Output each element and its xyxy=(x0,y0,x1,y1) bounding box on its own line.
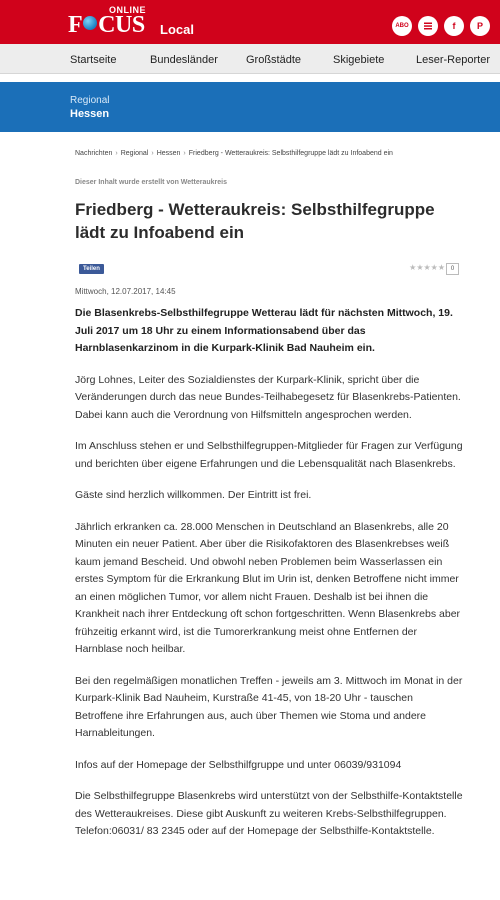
article-paragraph: Bei den regelmäßigen monatlichen Treffen - jeweils am 3. Mittwoch im Monat in der Kurpark-Klinik Bad Nauheim, Kurstraße 41-45, von 18-20 Uhr - tauschen Betroffene ihre Erfahrungen aus, auch über Themen wie Stoma und andere Harnableitungen. xyxy=(75,674,463,739)
chevron-right-icon: › xyxy=(115,150,118,157)
chevron-right-icon: › xyxy=(183,150,186,157)
article-paragraph: Im Anschluss stehen er und Selbsthilfegruppen-Mitglieder für Fragen zur Verfügung und berichten über eigene Erfahrungen und die Lebensqualität nach Blasenkrebs. xyxy=(75,440,463,470)
article xyxy=(75,150,463,841)
globe-icon xyxy=(83,16,97,30)
region-title[interactable]: Hessen xyxy=(70,108,110,120)
focus-online-logo[interactable] xyxy=(68,5,146,38)
article-paragraph: Infos auf der Homepage der Selbsthilfgruppe und unter 06039/931094 xyxy=(75,758,402,771)
breadcrumb-item-current: Friedberg - Wetteraukreis: Selbsthilfegruppe lädt zu Infoabend ein xyxy=(188,150,393,157)
publish-date: Mittwoch, 12.07.2017, 14:45 xyxy=(75,287,176,296)
logo-focus-text xyxy=(68,12,145,38)
regional-banner xyxy=(0,82,500,132)
pinterest-icon[interactable]: P xyxy=(470,16,490,36)
facebook-icon[interactable]: f xyxy=(444,16,464,36)
section-label-local[interactable]: Local xyxy=(160,22,194,37)
nav-item-bundeslaender[interactable]: Bundesländer xyxy=(150,54,218,66)
article-paragraph: Gäste sind herzlich willkommen. Der Eintritt ist frei. xyxy=(75,489,312,501)
article-paragraph: Jörg Lohnes, Leiter des Sozialdienstes der Kurpark-Klinik, spricht über die Veränderungen durch das neue Bundes-Teilhabegesetz für Blasenkrebs-Patienten. Dabei kann auch die Verordnung von Hilfsmitteln angesprochen werden. xyxy=(75,373,461,421)
article-paragraph: Die Selbsthilfegruppe Blasenkrebs wird unterstützt von der Selbsthilfe-Kontaktstelle des Wetteraukreises. Diese gibt Auskunft zu weiteren Krebs-Selbsthilfegruppen. Telefon:06031/ 83 2345 oder auf der Homepage der Selbsthilfe-Kontaktstelle. xyxy=(75,790,463,837)
nav-item-skigebiete[interactable]: Skigebiete xyxy=(333,54,385,66)
main-navigation xyxy=(0,44,500,74)
chevron-right-icon: › xyxy=(151,150,154,157)
nav-item-grossstaedte[interactable]: Großstädte xyxy=(246,54,302,66)
share-rating-row xyxy=(75,263,463,277)
rating-count: 0 xyxy=(446,263,459,275)
breadcrumb-item-regional[interactable]: Regional xyxy=(120,150,149,157)
logo-letter-f: F xyxy=(68,12,83,38)
logo-online-text: ONLINE xyxy=(108,5,146,15)
share-button[interactable]: Teilen xyxy=(79,264,104,274)
logo-letters-cus: CUS xyxy=(98,12,145,38)
rating-stars-icon[interactable]: ★★★★★ xyxy=(409,263,445,272)
region-label[interactable]: Regional xyxy=(70,95,110,106)
article-lead: Die Blasenkrebs-Selbsthilfegruppe Wetterau lädt für nächsten Mittwoch, 19. Juli 2017 um 18 Uhr zu einem Informationsabend über das Harnblasenkarzinom in die Kurpark-Klinik Bad Nauheim ein. xyxy=(75,307,453,354)
source-note: Dieser Inhalt wurde erstellt von Wetteraukreis xyxy=(75,179,227,186)
breadcrumb-item-nachrichten[interactable]: Nachrichten xyxy=(75,150,113,157)
news-icon[interactable] xyxy=(418,16,438,36)
article-paragraph: Jährlich erkranken ca. 28.000 Menschen in Deutschland an Blasenkrebs, alle 20 Minuten ein neuer Patient. Aber über die Risikofaktoren des Blasenkrebses weiß kaum jemand Bescheid. Und obwohl neben Problemen beim Wasserlassen ein erstes Symptom für die Erkrankung Blut im Urin ist, denken Betroffene nicht immer an einen möglichen Tumor, vor allem nicht Frauen. Deshalb ist bei ihnen die Krankheit nach ihrer Entdeckung oft schon fortgeschritten. Wenn Blasenkrebs aber frühzeitig erkannt wird, ist die Tumorerkrankung meist ohne Entfernen der Harnblase noch heilbar. xyxy=(75,520,461,655)
abo-icon[interactable]: ABO xyxy=(392,16,412,36)
top-header xyxy=(0,0,500,44)
article-headline: Friedberg - Wetteraukreis: Selbsthilfegruppe lädt zu Infoabend ein xyxy=(75,200,435,242)
nav-item-leser-reporter[interactable]: Leser-Reporter xyxy=(416,54,490,66)
breadcrumb xyxy=(75,150,463,162)
nav-item-startseite[interactable]: Startseite xyxy=(70,54,117,66)
header-icons xyxy=(392,16,490,36)
breadcrumb-item-hessen[interactable]: Hessen xyxy=(156,150,181,157)
